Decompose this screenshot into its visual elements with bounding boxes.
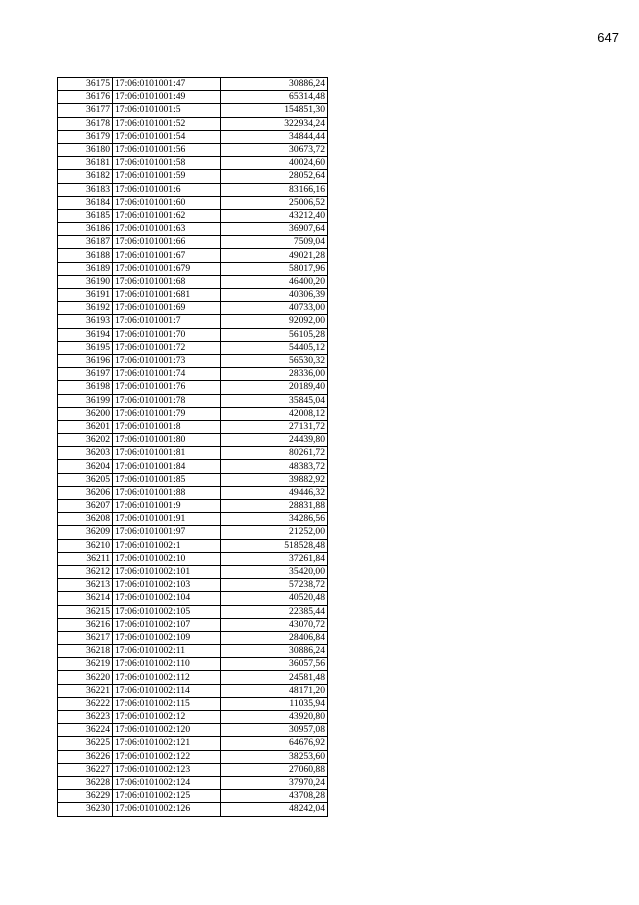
row-number-cell: 36198 — [58, 381, 113, 394]
row-number-cell: 36216 — [58, 618, 113, 631]
table-row — [58, 434, 328, 447]
value-cell: 36057,56 — [221, 658, 328, 671]
table-row — [58, 196, 328, 209]
row-number-cell: 36215 — [58, 605, 113, 618]
value-cell: 92092,00 — [221, 315, 328, 328]
cadastral-number-cell: 17:06:0101001:62 — [113, 209, 221, 222]
value-cell: 34286,56 — [221, 513, 328, 526]
table-row — [58, 249, 328, 262]
value-cell: 518528,48 — [221, 539, 328, 552]
value-cell: 46400,20 — [221, 275, 328, 288]
value-cell: 22385,44 — [221, 605, 328, 618]
cadastral-number-cell: 17:06:0101001:78 — [113, 394, 221, 407]
table-row — [58, 658, 328, 671]
row-number-cell: 36193 — [58, 315, 113, 328]
table-row — [58, 552, 328, 565]
value-cell: 83166,16 — [221, 183, 328, 196]
table-row — [58, 618, 328, 631]
cadastral-number-cell: 17:06:0101002:122 — [113, 750, 221, 763]
row-number-cell: 36227 — [58, 763, 113, 776]
value-cell: 30957,08 — [221, 724, 328, 737]
value-cell: 28406,84 — [221, 631, 328, 644]
value-cell: 48242,04 — [221, 803, 328, 816]
row-number-cell: 36185 — [58, 209, 113, 222]
value-cell: 49021,28 — [221, 249, 328, 262]
table-row — [58, 368, 328, 381]
row-number-cell: 36202 — [58, 434, 113, 447]
cadastral-number-cell: 17:06:0101001:54 — [113, 130, 221, 143]
row-number-cell: 36214 — [58, 592, 113, 605]
row-number-cell: 36230 — [58, 803, 113, 816]
cadastral-number-cell: 17:06:0101001:63 — [113, 223, 221, 236]
cadastral-number-cell: 17:06:0101001:97 — [113, 526, 221, 539]
value-cell: 57238,72 — [221, 579, 328, 592]
value-cell: 28336,00 — [221, 368, 328, 381]
value-cell: 7509,04 — [221, 236, 328, 249]
row-number-cell: 36196 — [58, 354, 113, 367]
cadastral-number-cell: 17:06:0101001:5 — [113, 104, 221, 117]
cadastral-number-cell: 17:06:0101002:101 — [113, 565, 221, 578]
row-number-cell: 36183 — [58, 183, 113, 196]
value-cell: 25006,52 — [221, 196, 328, 209]
row-number-cell: 36221 — [58, 684, 113, 697]
table-row — [58, 381, 328, 394]
table-row — [58, 143, 328, 156]
page-number: 647 — [597, 30, 619, 45]
table-row — [58, 223, 328, 236]
cadastral-number-cell: 17:06:0101002:12 — [113, 711, 221, 724]
row-number-cell: 36175 — [58, 78, 113, 91]
table-row — [58, 302, 328, 315]
table-row — [58, 236, 328, 249]
row-number-cell: 36200 — [58, 407, 113, 420]
value-cell: 43070,72 — [221, 618, 328, 631]
row-number-cell: 36188 — [58, 249, 113, 262]
row-number-cell: 36226 — [58, 750, 113, 763]
cadastral-number-cell: 17:06:0101002:125 — [113, 790, 221, 803]
cadastral-number-cell: 17:06:0101001:70 — [113, 328, 221, 341]
table-row — [58, 447, 328, 460]
row-number-cell: 36210 — [58, 539, 113, 552]
cadastral-number-cell: 17:06:0101002:103 — [113, 579, 221, 592]
table-row — [58, 328, 328, 341]
value-cell: 56530,32 — [221, 354, 328, 367]
value-cell: 65314,48 — [221, 91, 328, 104]
row-number-cell: 36177 — [58, 104, 113, 117]
row-number-cell: 36217 — [58, 631, 113, 644]
table-row — [58, 289, 328, 302]
cadastral-number-cell: 17:06:0101001:59 — [113, 170, 221, 183]
row-number-cell: 36187 — [58, 236, 113, 249]
table-row — [58, 592, 328, 605]
value-cell: 64676,92 — [221, 737, 328, 750]
table-row — [58, 262, 328, 275]
row-number-cell: 36228 — [58, 776, 113, 789]
table-row — [58, 78, 328, 91]
value-cell: 21252,00 — [221, 526, 328, 539]
table-row — [58, 486, 328, 499]
cadastral-number-cell: 17:06:0101001:88 — [113, 486, 221, 499]
value-cell: 43212,40 — [221, 209, 328, 222]
value-cell: 54405,12 — [221, 341, 328, 354]
row-number-cell: 36219 — [58, 658, 113, 671]
row-number-cell: 36191 — [58, 289, 113, 302]
value-cell: 56105,28 — [221, 328, 328, 341]
table-row — [58, 645, 328, 658]
cadastral-number-cell: 17:06:0101001:79 — [113, 407, 221, 420]
cadastral-number-cell: 17:06:0101002:120 — [113, 724, 221, 737]
cadastral-number-cell: 17:06:0101001:52 — [113, 117, 221, 130]
row-number-cell: 36182 — [58, 170, 113, 183]
table-row — [58, 209, 328, 222]
table-row — [58, 750, 328, 763]
table-row — [58, 91, 328, 104]
row-number-cell: 36194 — [58, 328, 113, 341]
value-cell: 35845,04 — [221, 394, 328, 407]
cadastral-number-cell: 17:06:0101001:69 — [113, 302, 221, 315]
cadastral-number-cell: 17:06:0101001:58 — [113, 157, 221, 170]
cadastral-number-cell: 17:06:0101002:121 — [113, 737, 221, 750]
cadastral-number-cell: 17:06:0101001:68 — [113, 275, 221, 288]
table-row — [58, 671, 328, 684]
table-row — [58, 170, 328, 183]
cadastral-number-cell: 17:06:0101002:109 — [113, 631, 221, 644]
cadastral-number-cell: 17:06:0101002:110 — [113, 658, 221, 671]
row-number-cell: 36190 — [58, 275, 113, 288]
row-number-cell: 36204 — [58, 460, 113, 473]
row-number-cell: 36229 — [58, 790, 113, 803]
table-row — [58, 631, 328, 644]
cadastral-number-cell: 17:06:0101001:8 — [113, 420, 221, 433]
cadastral-number-cell: 17:06:0101001:9 — [113, 500, 221, 513]
cadastral-number-cell: 17:06:0101001:80 — [113, 434, 221, 447]
table-row — [58, 539, 328, 552]
cadastral-number-cell: 17:06:0101001:7 — [113, 315, 221, 328]
table-row — [58, 697, 328, 710]
cadastral-number-cell: 17:06:0101002:126 — [113, 803, 221, 816]
row-number-cell: 36220 — [58, 671, 113, 684]
value-cell: 34844,44 — [221, 130, 328, 143]
table-row — [58, 117, 328, 130]
table-row — [58, 500, 328, 513]
table-row — [58, 526, 328, 539]
table-row — [58, 711, 328, 724]
value-cell: 28052,64 — [221, 170, 328, 183]
cadastral-number-cell: 17:06:0101001:84 — [113, 460, 221, 473]
value-cell: 36907,64 — [221, 223, 328, 236]
value-cell: 80261,72 — [221, 447, 328, 460]
table-row — [58, 104, 328, 117]
table-row — [58, 183, 328, 196]
table-row — [58, 407, 328, 420]
cadastral-number-cell: 17:06:0101002:123 — [113, 763, 221, 776]
cadastral-number-cell: 17:06:0101001:67 — [113, 249, 221, 262]
row-number-cell: 36184 — [58, 196, 113, 209]
value-cell: 322934,24 — [221, 117, 328, 130]
row-number-cell: 36195 — [58, 341, 113, 354]
table-row — [58, 354, 328, 367]
cadastral-number-cell: 17:06:0101002:114 — [113, 684, 221, 697]
table-body — [58, 78, 328, 817]
table-row — [58, 737, 328, 750]
value-cell: 42008,12 — [221, 407, 328, 420]
cadastral-number-cell: 17:06:0101002:10 — [113, 552, 221, 565]
row-number-cell: 36211 — [58, 552, 113, 565]
row-number-cell: 36224 — [58, 724, 113, 737]
cadastral-number-cell: 17:06:0101001:66 — [113, 236, 221, 249]
value-cell: 37261,84 — [221, 552, 328, 565]
value-cell: 40733,00 — [221, 302, 328, 315]
cadastral-number-cell: 17:06:0101001:76 — [113, 381, 221, 394]
cadastral-number-cell: 17:06:0101001:681 — [113, 289, 221, 302]
row-number-cell: 36186 — [58, 223, 113, 236]
row-number-cell: 36180 — [58, 143, 113, 156]
cadastral-number-cell: 17:06:0101001:91 — [113, 513, 221, 526]
row-number-cell: 36176 — [58, 91, 113, 104]
cadastral-number-cell: 17:06:0101001:6 — [113, 183, 221, 196]
row-number-cell: 36201 — [58, 420, 113, 433]
table-row — [58, 341, 328, 354]
value-cell: 58017,96 — [221, 262, 328, 275]
value-cell: 30673,72 — [221, 143, 328, 156]
cadastral-value-table — [57, 77, 328, 817]
row-number-cell: 36205 — [58, 473, 113, 486]
row-number-cell: 36189 — [58, 262, 113, 275]
table-row — [58, 579, 328, 592]
cadastral-number-cell: 17:06:0101001:72 — [113, 341, 221, 354]
table-row — [58, 157, 328, 170]
row-number-cell: 36208 — [58, 513, 113, 526]
value-cell: 48171,20 — [221, 684, 328, 697]
value-cell: 11035,94 — [221, 697, 328, 710]
row-number-cell: 36206 — [58, 486, 113, 499]
value-cell: 43920,80 — [221, 711, 328, 724]
row-number-cell: 36199 — [58, 394, 113, 407]
cadastral-number-cell: 17:06:0101001:56 — [113, 143, 221, 156]
table-row — [58, 803, 328, 816]
row-number-cell: 36192 — [58, 302, 113, 315]
table-row — [58, 473, 328, 486]
value-cell: 27060,88 — [221, 763, 328, 776]
cadastral-number-cell: 17:06:0101002:104 — [113, 592, 221, 605]
cadastral-number-cell: 17:06:0101001:679 — [113, 262, 221, 275]
cadastral-number-cell: 17:06:0101001:85 — [113, 473, 221, 486]
value-cell: 24439,80 — [221, 434, 328, 447]
value-cell: 49446,32 — [221, 486, 328, 499]
cadastral-number-cell: 17:06:0101002:124 — [113, 776, 221, 789]
cadastral-number-cell: 17:06:0101001:47 — [113, 78, 221, 91]
cadastral-number-cell: 17:06:0101001:49 — [113, 91, 221, 104]
value-cell: 30886,24 — [221, 645, 328, 658]
table-row — [58, 724, 328, 737]
cadastral-number-cell: 17:06:0101001:81 — [113, 447, 221, 460]
value-cell: 40306,39 — [221, 289, 328, 302]
table-row — [58, 275, 328, 288]
value-cell: 30886,24 — [221, 78, 328, 91]
row-number-cell: 36218 — [58, 645, 113, 658]
table-row — [58, 394, 328, 407]
row-number-cell: 36213 — [58, 579, 113, 592]
table-row — [58, 420, 328, 433]
value-cell: 27131,72 — [221, 420, 328, 433]
value-cell: 43708,28 — [221, 790, 328, 803]
row-number-cell: 36179 — [58, 130, 113, 143]
row-number-cell: 36222 — [58, 697, 113, 710]
row-number-cell: 36203 — [58, 447, 113, 460]
row-number-cell: 36197 — [58, 368, 113, 381]
table-row — [58, 790, 328, 803]
value-cell: 40520,48 — [221, 592, 328, 605]
cadastral-number-cell: 17:06:0101002:107 — [113, 618, 221, 631]
row-number-cell: 36178 — [58, 117, 113, 130]
cadastral-number-cell: 17:06:0101002:105 — [113, 605, 221, 618]
row-number-cell: 36181 — [58, 157, 113, 170]
table-row — [58, 513, 328, 526]
cadastral-number-cell: 17:06:0101001:74 — [113, 368, 221, 381]
row-number-cell: 36223 — [58, 711, 113, 724]
value-cell: 35420,00 — [221, 565, 328, 578]
value-cell: 28831,88 — [221, 500, 328, 513]
row-number-cell: 36212 — [58, 565, 113, 578]
table-row — [58, 776, 328, 789]
cadastral-number-cell: 17:06:0101002:1 — [113, 539, 221, 552]
cadastral-number-cell: 17:06:0101002:112 — [113, 671, 221, 684]
value-cell: 40024,60 — [221, 157, 328, 170]
table-row — [58, 763, 328, 776]
value-cell: 24581,48 — [221, 671, 328, 684]
value-cell: 39882,92 — [221, 473, 328, 486]
table-row — [58, 130, 328, 143]
cadastral-number-cell: 17:06:0101002:11 — [113, 645, 221, 658]
value-cell: 20189,40 — [221, 381, 328, 394]
row-number-cell: 36225 — [58, 737, 113, 750]
table-row — [58, 315, 328, 328]
cadastral-number-cell: 17:06:0101001:73 — [113, 354, 221, 367]
value-cell: 154851,30 — [221, 104, 328, 117]
table-row — [58, 565, 328, 578]
cadastral-number-cell: 17:06:0101002:115 — [113, 697, 221, 710]
value-cell: 48383,72 — [221, 460, 328, 473]
value-cell: 38253,60 — [221, 750, 328, 763]
row-number-cell: 36209 — [58, 526, 113, 539]
table-row — [58, 460, 328, 473]
table-row — [58, 605, 328, 618]
value-cell: 37970,24 — [221, 776, 328, 789]
row-number-cell: 36207 — [58, 500, 113, 513]
table-row — [58, 684, 328, 697]
cadastral-number-cell: 17:06:0101001:60 — [113, 196, 221, 209]
